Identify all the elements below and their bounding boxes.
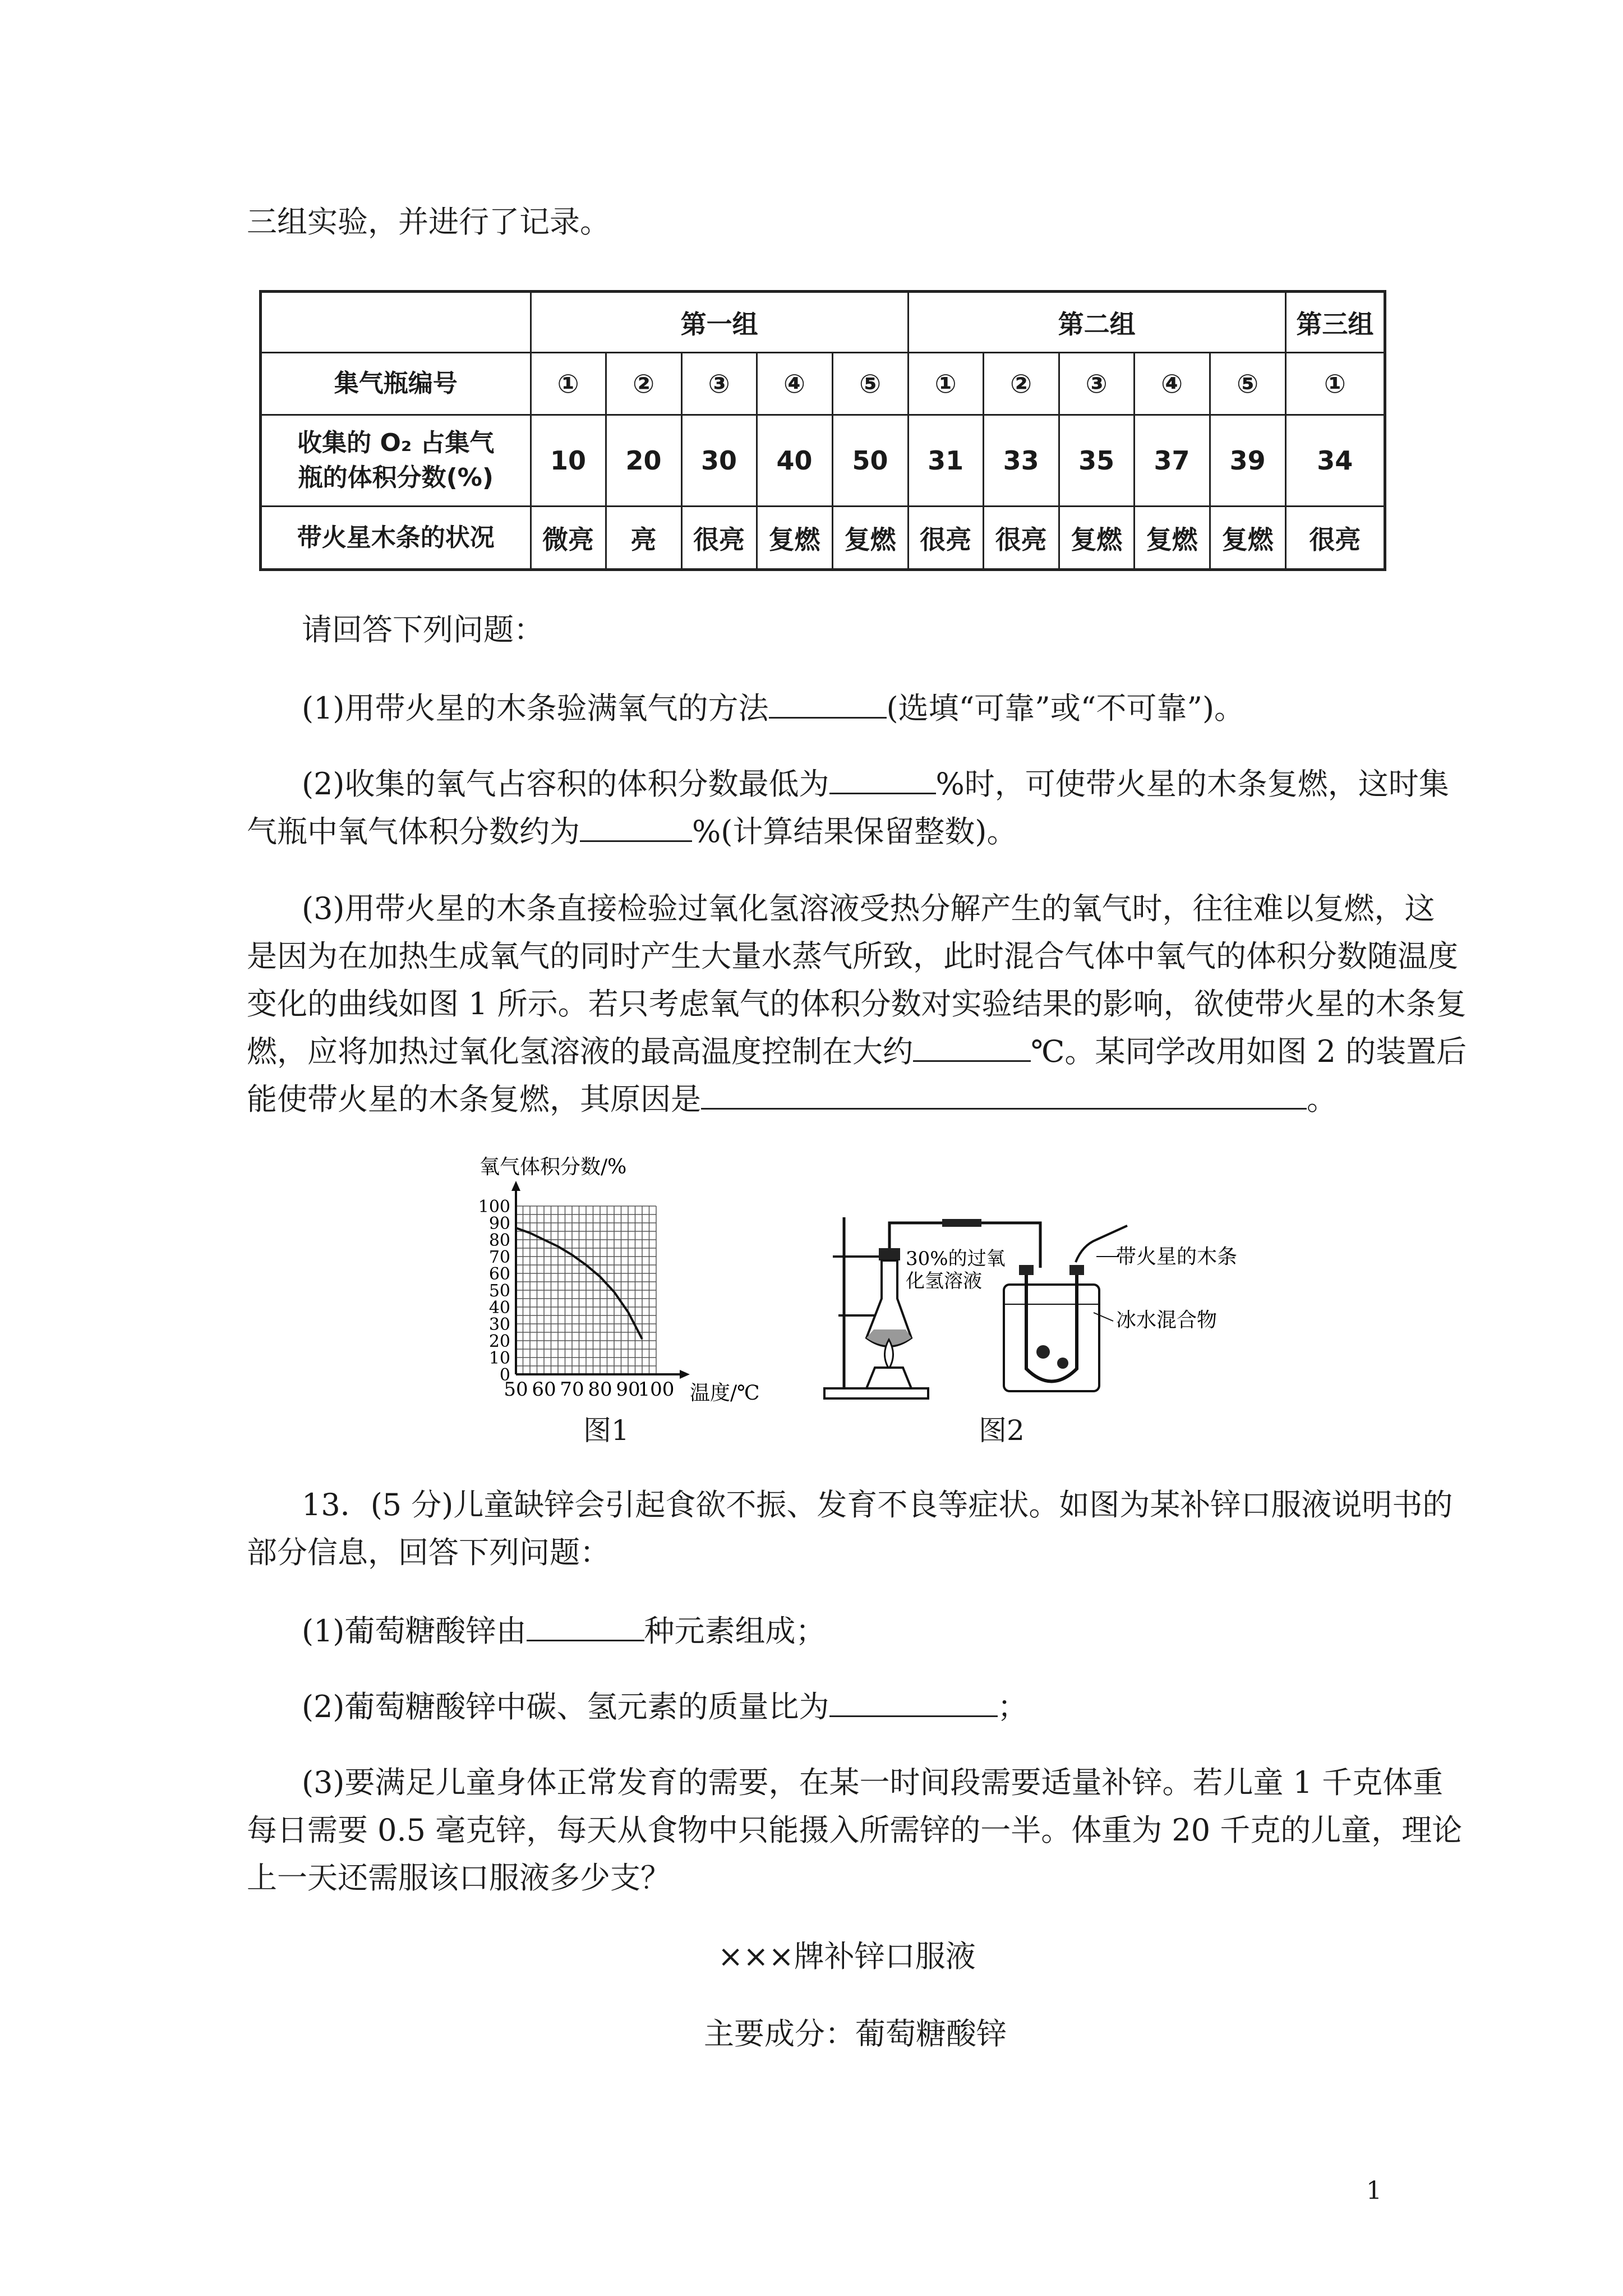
splint-status-cell: 很亮: [681, 507, 757, 570]
u-tube-stopper-right: [1069, 1265, 1084, 1275]
table-corner-cell: [261, 292, 531, 353]
x-tick-label: 50: [504, 1378, 528, 1401]
fraction-cell: 39: [1210, 415, 1285, 507]
x-tick-label: 100: [638, 1378, 675, 1401]
q13-sub2-text-b: ；: [997, 1689, 1028, 1724]
tube-connector: [942, 1219, 981, 1227]
burner: [866, 1368, 911, 1388]
question-13-sub2: [302, 1686, 1028, 1728]
fraction-cell: 10: [531, 415, 606, 507]
row-label-status: 带火星木条的状况: [261, 507, 531, 570]
fraction-cell: 31: [908, 415, 983, 507]
q13-sub1-text-b: 种元素组成；: [644, 1613, 826, 1649]
bottle-id-cell: ⑤: [1210, 353, 1285, 415]
splint-status-cell: 复燃: [1059, 507, 1134, 570]
stand-base: [824, 1388, 928, 1398]
bottle-id-cell: ③: [1059, 353, 1134, 415]
y-tick-label: 0: [499, 1365, 510, 1385]
splint-status-cell: 很亮: [908, 507, 983, 570]
q2-answer-blank-2: [580, 815, 692, 842]
q2-text-d: %(计算结果保留整数)。: [692, 814, 1017, 849]
splint-status-cell: 复燃: [832, 507, 908, 570]
question-3-line4: [247, 1030, 1467, 1073]
flask-stopper: [879, 1248, 900, 1260]
row-label-bottle-id: 集气瓶编号: [261, 353, 531, 415]
fraction-cell: 35: [1059, 415, 1134, 507]
x-tick-label: 70: [560, 1378, 584, 1401]
bottle-id-cell: ①: [531, 353, 606, 415]
group-header: 第三组: [1285, 292, 1385, 353]
question-3-line1: (3)用带火星的木条直接检验过氧化氢溶液受热分解产生的氧气时，往往难以复燃，这: [302, 891, 1435, 926]
y-tick-label: 80: [488, 1231, 510, 1250]
fraction-cell: 30: [681, 415, 757, 507]
ice-cube: [1036, 1345, 1050, 1359]
y-tick-label: 60: [488, 1264, 510, 1284]
question-2-line2: [247, 811, 1017, 853]
y-tick-label: 90: [488, 1214, 510, 1234]
question-1: [302, 687, 1244, 730]
y-tick-label: 20: [488, 1332, 510, 1351]
x-tick-label: 60: [532, 1378, 556, 1401]
bottle-id-cell: ④: [1134, 353, 1210, 415]
question-3-line2: 是因为在加热生成氧气的同时产生大量水蒸气所致，此时混合气体中氧气的体积分数随温度: [247, 938, 1458, 974]
q3-text-l4b: ℃。某同学改用如图 2 的装置后: [1031, 1034, 1467, 1069]
u-tube-stopper-left: [1019, 1265, 1034, 1275]
bottle-id-cell: ④: [757, 353, 832, 415]
splint-status-cell: 复燃: [1210, 507, 1285, 570]
chart-x-axis-label: 温度/℃: [690, 1382, 760, 1405]
question-2-line1: [302, 763, 1449, 806]
splint-status-cell: 很亮: [983, 507, 1059, 570]
splint-status-cell: 复燃: [1134, 507, 1210, 570]
group-header: 第一组: [531, 292, 908, 353]
figure-1-oxygen-temperature-chart: [437, 1150, 819, 1425]
ice-cube: [1057, 1358, 1068, 1369]
label-solution-line1: 30%的过氧: [906, 1248, 1006, 1270]
q3-answer-blank-2: [701, 1082, 1307, 1110]
x-tick-label: 80: [588, 1378, 612, 1401]
chart-grid: [516, 1206, 656, 1374]
row-label-fraction: [261, 415, 531, 507]
question-13-sub3-line2: 每日需要 0.5 毫克锌，每天从食物中只能摄入所需锌的一半。体重为 20 千克的儿童，理论: [247, 1812, 1463, 1848]
fraction-cell: 34: [1285, 415, 1385, 507]
q1-text-b: (选填“可靠”或“不可靠”)。: [886, 691, 1245, 726]
x-axis-arrow: [680, 1370, 690, 1379]
bottle-id-cell: ①: [908, 353, 983, 415]
figure-1-caption: 图1: [583, 1414, 629, 1447]
q13-sub2-blank: [829, 1690, 998, 1717]
burner-flame: [885, 1340, 893, 1369]
figure-2-caption: 图2: [979, 1414, 1025, 1447]
row-label-fraction-line2: 瓶的体积分数(%): [298, 463, 494, 492]
figure-2-apparatus: [813, 1200, 1318, 1414]
y-tick-label: 40: [488, 1298, 510, 1318]
page-number: 1: [1366, 2177, 1382, 2205]
q2-text-b: %时，可使带火星的木条复燃，这时集: [935, 766, 1449, 802]
y-tick-label: 70: [488, 1248, 510, 1267]
question-13-sub1: [302, 1610, 826, 1653]
splint-status-cell: 微亮: [531, 507, 606, 570]
fraction-cell: 37: [1134, 415, 1210, 507]
bottle-id-cell: ③: [681, 353, 757, 415]
question-13-line1: 13．(5 分)儿童缺锌会引起食欲不振、发育不良等症状。如图为某补锌口服液说明书的: [302, 1487, 1453, 1522]
question-13-sub3-line3: 上一天还需服该口服液多少支？: [247, 1860, 671, 1895]
q3-text-l5a: 能使带火星的木条复燃，其原因是: [247, 1082, 701, 1117]
q3-text-l4a: 燃，应将加热过氧化氢溶液的最高温度控制在大约: [247, 1034, 913, 1069]
question-13-sub3-line1: (3)要满足儿童身体正常发育的需要，在某一时间段需要适量补锌。若儿童 1 千克体重: [302, 1765, 1444, 1800]
q13-sub2-text-a: (2)葡萄糖酸锌中碳、氢元素的质量比为: [302, 1689, 829, 1724]
q2-text-a: (2)收集的氧气占容积的体积分数最低为: [302, 766, 829, 802]
q1-answer-blank: [769, 691, 887, 719]
intro-line: 三组实验，并进行了记录。: [247, 204, 610, 240]
q2-text-c: 气瓶中氧气体积分数约为: [247, 814, 580, 849]
fraction-cell: 33: [983, 415, 1059, 507]
q3-answer-blank-1: [913, 1034, 1031, 1062]
fraction-cell: 50: [832, 415, 908, 507]
questions-intro: 请回答下列问题：: [302, 612, 544, 647]
bottle-id-cell: ⑤: [832, 353, 908, 415]
splint-status-cell: 亮: [606, 507, 681, 570]
y-tick-label: 30: [488, 1315, 510, 1335]
chart-y-axis-label: 氧气体积分数/%: [479, 1156, 627, 1179]
q3-text-l5b: 。: [1307, 1082, 1337, 1117]
splint-status-cell: 很亮: [1285, 507, 1385, 570]
fraction-cell: 20: [606, 415, 681, 507]
y-tick-label: 50: [488, 1281, 510, 1301]
label-solution-line2: 化氢溶液: [906, 1270, 982, 1292]
x-tick-label: 90: [616, 1378, 640, 1401]
q2-answer-blank-1: [829, 767, 936, 794]
group-header: 第二组: [908, 292, 1285, 353]
fraction-cell: 40: [757, 415, 832, 507]
beaker: [1004, 1285, 1099, 1391]
label-splint: 带火星的木条: [1116, 1245, 1238, 1268]
q13-sub1-text-a: (1)葡萄糖酸锌由: [302, 1613, 527, 1649]
question-13-line2: 部分信息，回答下列问题：: [247, 1535, 610, 1570]
q1-text-a: (1)用带火星的木条验满氧气的方法: [302, 691, 769, 726]
bottle-id-cell: ②: [983, 353, 1059, 415]
product-ingredient: 主要成分：葡萄糖酸锌: [704, 2016, 1007, 2051]
question-3-line3: 变化的曲线如图 1 所示。若只考虑氧气的体积分数对实验结果的影响，欲使带火星的木条复: [247, 986, 1467, 1022]
y-axis-arrow: [511, 1181, 520, 1191]
product-brand: ×××牌补锌口服液: [718, 1939, 976, 1974]
q13-sub1-blank: [527, 1614, 644, 1641]
question-3-line5: [247, 1078, 1337, 1121]
row-label-fraction-line1: 收集的 O₂ 占集气: [297, 429, 495, 457]
y-tick-label: 10: [488, 1349, 510, 1368]
bottle-id-cell: ②: [606, 353, 681, 415]
bottle-id-cell: ①: [1285, 353, 1385, 415]
experiment-record-table: [259, 290, 1386, 571]
label-ice-water: 冰水混合物: [1116, 1309, 1218, 1332]
splint-status-cell: 复燃: [757, 507, 832, 570]
y-tick-label: 100: [478, 1197, 510, 1217]
